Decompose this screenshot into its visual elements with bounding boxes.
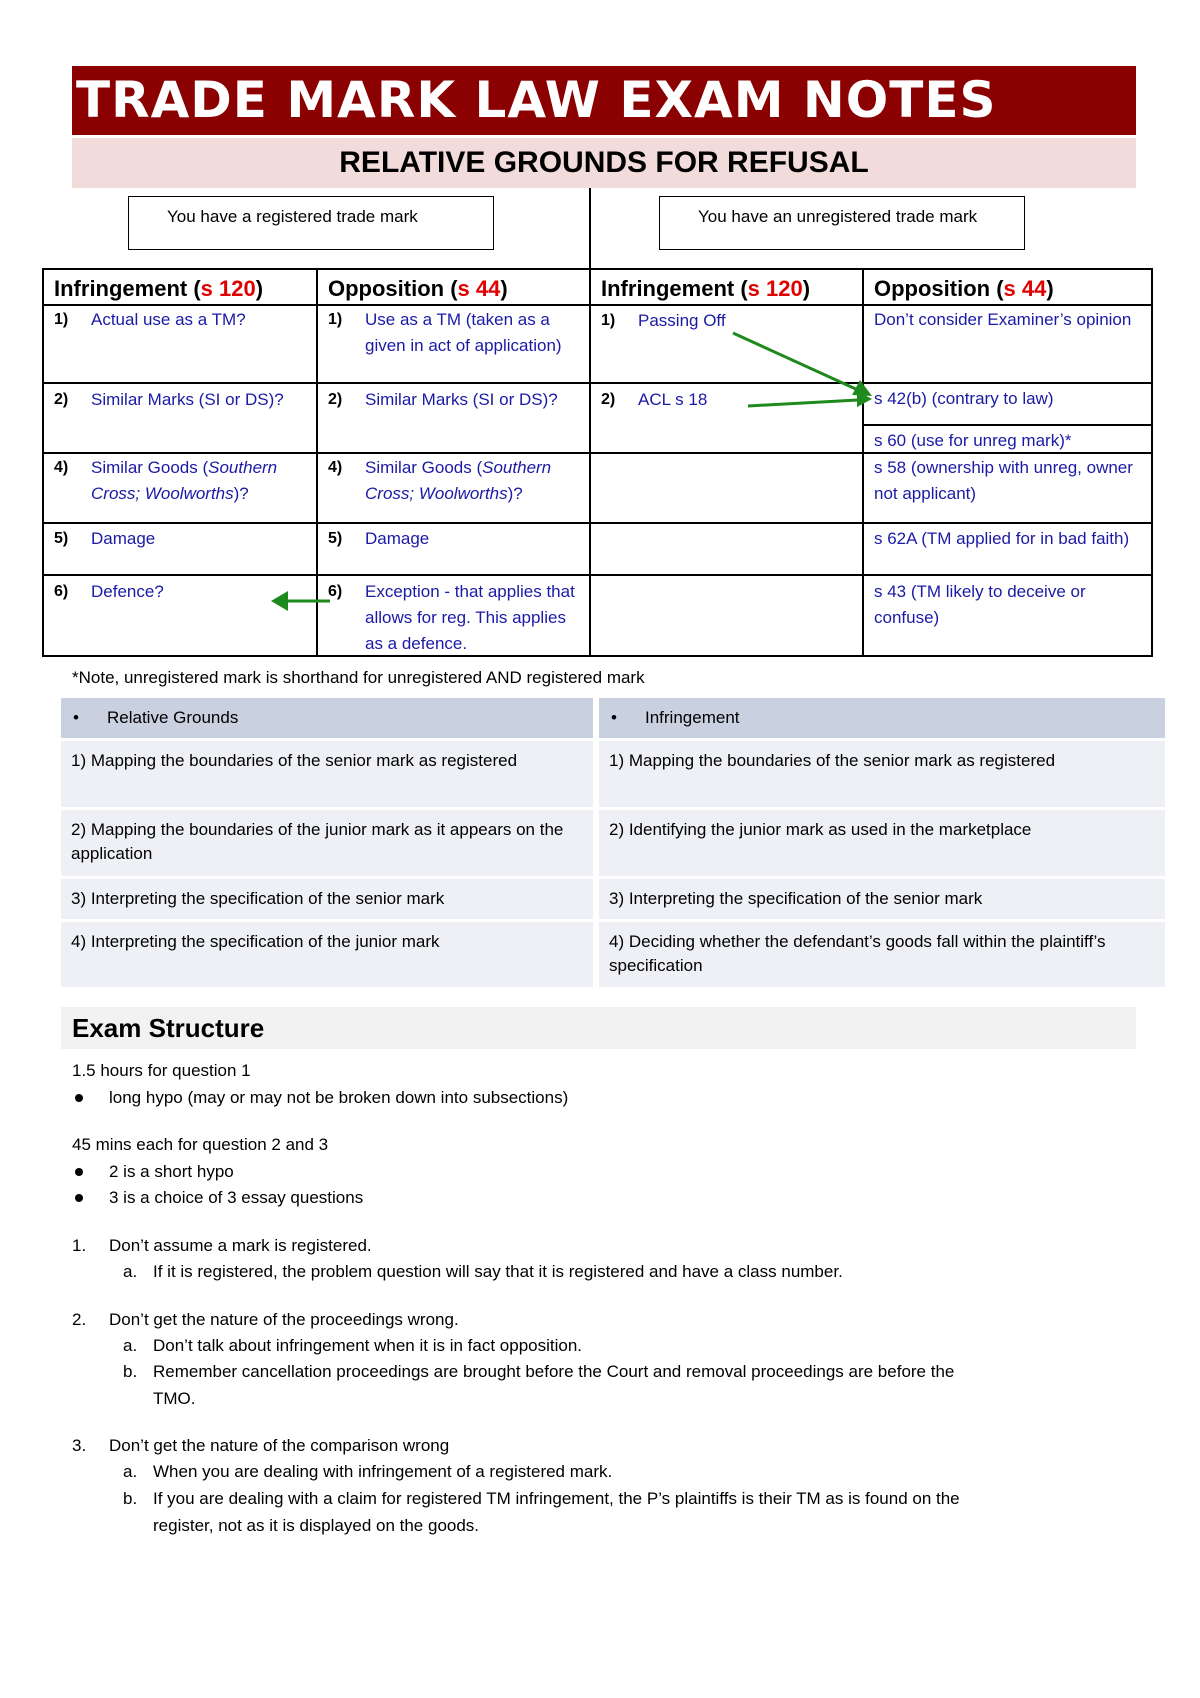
exam-item-number: 3. — [72, 1436, 87, 1455]
item-number: 2) — [601, 391, 616, 408]
ground-item: ACL s 18 — [638, 390, 708, 409]
grid-rule — [589, 268, 591, 657]
exam-subitem-letter: a. — [123, 1262, 138, 1281]
comparison-cell: 1) Mapping the boundaries of the senior mark as registered — [61, 741, 593, 807]
bullet-icon — [75, 1168, 83, 1176]
comparison-cell: 4) Interpreting the specification of the junior mark — [61, 922, 593, 987]
arrow-head — [271, 591, 288, 611]
ground-item: Passing Off — [638, 311, 726, 330]
exam-subitem-letter: a. — [123, 1336, 138, 1355]
exam-subitem-continued: TMO. — [153, 1389, 196, 1408]
exam-item: Don’t get the nature of the comparison wrong — [109, 1436, 450, 1455]
grid-rule — [42, 574, 1153, 576]
comparison-cell: 4) Deciding whether the defendant’s goods fall within the plaintiff’s specification — [599, 922, 1165, 987]
ground-item: Similar Marks (SI or DS)? — [365, 390, 558, 409]
col-header-infringement-unregistered: Infringement (s 120) — [601, 276, 811, 301]
ground-item: Use as a TM (taken as a given in act of application) — [365, 310, 562, 355]
col-header-infringement-registered: Infringement (s 120) — [54, 276, 264, 301]
grid-rule — [862, 268, 864, 657]
grid-rule — [42, 655, 1153, 657]
ground-item: Actual use as a TM? — [91, 310, 246, 329]
ground-item: Similar Goods (Southern Cross; Woolworths)? — [91, 458, 278, 503]
exam-bullet: 2 is a short hypo — [109, 1162, 234, 1181]
exam-subitem-continued: register, not as it is displayed on the goods. — [153, 1516, 480, 1535]
item-number: 6) — [328, 583, 343, 600]
grid-rule — [862, 424, 1153, 426]
exam-item-number: 1. — [72, 1236, 87, 1255]
exam-line: 1.5 hours for question 1 — [72, 1061, 251, 1080]
item-number: 5) — [54, 530, 69, 547]
ground-item: Defence? — [91, 582, 164, 601]
unregistered-callout: You have an unregistered trade mark — [659, 196, 1025, 250]
comparison-cell: 1) Mapping the boundaries of the senior mark as registered — [599, 741, 1165, 807]
exam-subitem: When you are dealing with infringement of a registered mark. — [153, 1462, 613, 1481]
col-header-opposition-registered: Opposition (s 44) — [328, 276, 508, 301]
exam-subitem-letter: b. — [123, 1362, 138, 1381]
comparison-cell: 2) Identifying the junior mark as used in the marketplace — [599, 810, 1165, 876]
ground-item: Don’t consider Examiner’s opinion — [874, 310, 1132, 329]
arrow-acl — [748, 400, 858, 406]
ground-item: s 62A (TM applied for in bad faith) — [874, 529, 1130, 548]
ground-item: s 58 (ownership with unreg, owner not applicant) — [874, 458, 1133, 503]
exam-bullet: 3 is a choice of 3 essay questions — [109, 1188, 364, 1207]
grid-rule — [42, 268, 44, 657]
item-number: 6) — [54, 583, 69, 600]
comparison-cell: 3) Interpreting the specification of the senior mark — [599, 879, 1165, 919]
ground-item: Damage — [91, 529, 156, 548]
ground-item: Similar Goods (Southern Cross; Woolworths)? — [365, 458, 552, 503]
page-subtitle: RELATIVE GROUNDS FOR REFUSAL — [72, 138, 1136, 188]
grid-rule — [316, 268, 318, 657]
exam-subitem: Don’t talk about infringement when it is in fact opposition. — [153, 1336, 583, 1355]
page-title: TRADE MARK LAW EXAM NOTES — [72, 66, 1136, 135]
exam-line: 45 mins each for question 2 and 3 — [72, 1135, 329, 1154]
ground-item: s 42(b) (contrary to law) — [874, 389, 1054, 408]
exam-item: Don’t assume a mark is registered. — [109, 1236, 372, 1255]
item-number: 4) — [328, 459, 343, 476]
exam-item: Don’t get the nature of the proceedings wrong. — [109, 1310, 459, 1329]
arrow-head — [857, 391, 872, 407]
exam-heading: Exam Structure — [72, 1013, 265, 1043]
bullet-icon — [75, 1094, 83, 1102]
grid-rule — [1151, 268, 1153, 657]
divider-line — [589, 188, 591, 270]
ground-item: s 43 (TM likely to deceive or confuse) — [874, 582, 1086, 627]
comparison-cell: 3) Interpreting the specification of the senior mark — [61, 879, 593, 919]
exam-item-number: 2. — [72, 1310, 87, 1329]
item-number: 1) — [54, 311, 69, 328]
ground-item: Exception - that applies that allows for reg. This applies as a defence. — [365, 582, 575, 653]
ground-item: Damage — [365, 529, 430, 548]
footnote: *Note, unregistered mark is shorthand for unregistered AND registered mark — [72, 668, 645, 687]
item-number: 1) — [601, 312, 616, 329]
col-header-opposition-unregistered: Opposition (s 44) — [874, 276, 1054, 301]
exam-subitem-letter: b. — [123, 1489, 138, 1508]
comparison-header-relative-grounds: • Relative Grounds — [61, 698, 593, 738]
grid-rule — [42, 268, 1153, 270]
exam-subitem: If you are dealing with a claim for registered TM infringement, the P’s plaintiffs is their TM as is found on the — [153, 1489, 960, 1508]
grid-rule — [42, 522, 1153, 524]
item-number: 5) — [328, 530, 343, 547]
item-number: 2) — [54, 391, 69, 408]
exam-subitem-letter: a. — [123, 1462, 138, 1481]
item-number: 2) — [328, 391, 343, 408]
exam-subitem: If it is registered, the problem question will say that it is registered and have a class number. — [153, 1262, 843, 1281]
bullet-icon — [75, 1194, 83, 1202]
item-number: 1) — [328, 311, 343, 328]
grid-rule — [42, 382, 1153, 384]
exam-subitem: Remember cancellation proceedings are brought before the Court and removal proceedings are before the — [153, 1362, 955, 1381]
item-number: 4) — [54, 459, 69, 476]
exam-bullet: long hypo (may or may not be broken down into subsections) — [109, 1088, 569, 1107]
comparison-header-infringement: • Infringement — [599, 698, 1165, 738]
ground-item: Similar Marks (SI or DS)? — [91, 390, 284, 409]
registered-callout: You have a registered trade mark — [128, 196, 494, 250]
ground-item: s 60 (use for unreg mark)* — [874, 431, 1072, 450]
comparison-cell: 2) Mapping the boundaries of the junior mark as it appears on the application — [61, 810, 593, 876]
